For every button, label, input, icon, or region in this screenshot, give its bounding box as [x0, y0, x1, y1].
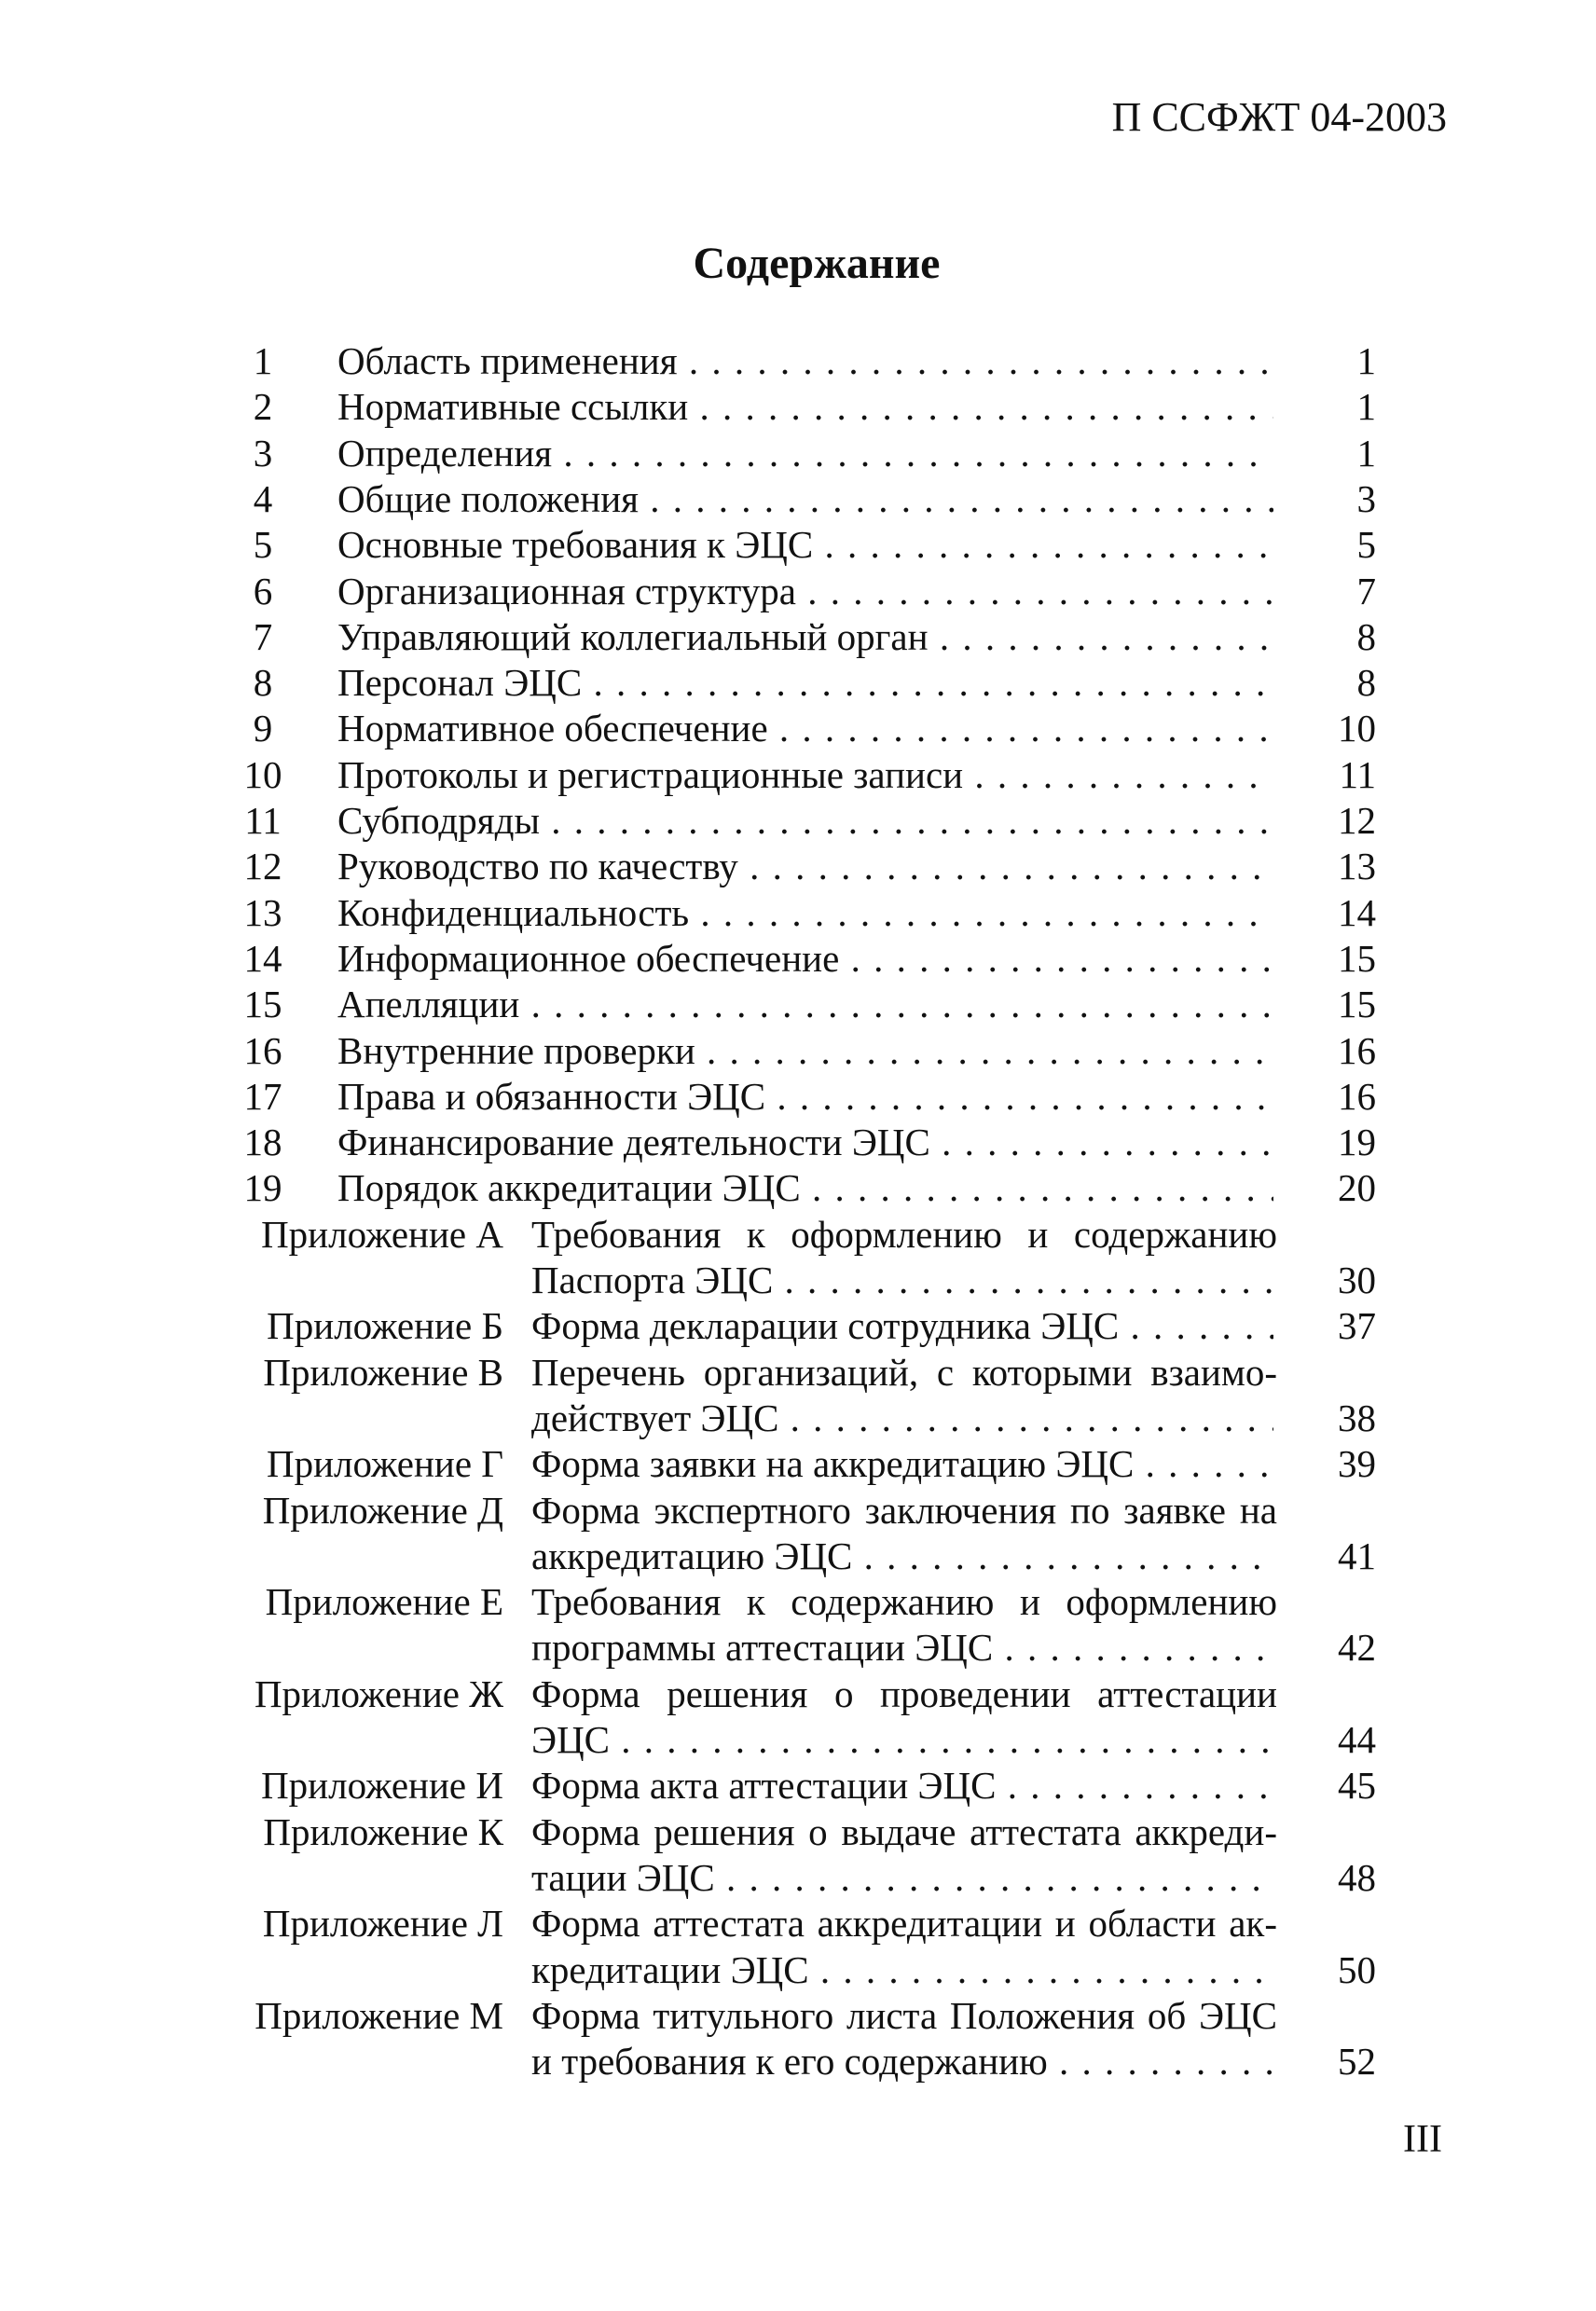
- toc-entry[interactable]: [0, 1028, 1596, 1074]
- toc-appendix-name: Приложение И: [261, 1764, 503, 1808]
- toc-appendix[interactable]: [0, 1671, 1596, 1717]
- toc-entry-number: 1: [253, 339, 273, 382]
- toc-appendix-title-text: Паспорта ЭЦС: [531, 1259, 774, 1301]
- toc-entry-page: 1: [1356, 339, 1376, 382]
- toc-entry[interactable]: [0, 982, 1596, 1027]
- toc-appendix[interactable]: [0, 1350, 1596, 1396]
- toc-entry-label-text: Персонал ЭЦС: [337, 661, 583, 705]
- toc-entry-page: 13: [1338, 845, 1376, 888]
- toc-appendix[interactable]: [0, 1441, 1596, 1487]
- dot-leader: [839, 937, 1273, 980]
- toc-appendix-name: Приложение К: [263, 1809, 503, 1853]
- toc-entry[interactable]: [0, 338, 1596, 384]
- toc-entry[interactable]: [0, 614, 1596, 660]
- toc-appendix-page: 45: [1338, 1764, 1376, 1808]
- toc-appendix[interactable]: [0, 1809, 1596, 1855]
- toc-appendix-title-line1: Форма титульного листа Положения об ЭЦС: [531, 1993, 1277, 2037]
- dot-leader: [678, 339, 1273, 382]
- toc-entry-label: [337, 338, 1273, 384]
- toc-entry[interactable]: [0, 1074, 1596, 1120]
- toc-entry[interactable]: [0, 844, 1596, 889]
- toc-appendix[interactable]: [0, 1763, 1596, 1809]
- toc-appendix-page: 48: [1338, 1855, 1376, 1899]
- toc-appendix-name: Приложение Е: [265, 1580, 503, 1624]
- toc-appendix-page: 44: [1338, 1718, 1376, 1761]
- toc-entry[interactable]: [0, 706, 1596, 751]
- toc-entry[interactable]: [0, 569, 1596, 614]
- toc-appendix-continuation[interactable]: [0, 1258, 1596, 1303]
- toc-entry-label-text: Руководство по качеству: [337, 845, 738, 888]
- toc-appendix-title-line1: Перечень организаций, с которыми взаимо-: [531, 1350, 1277, 1394]
- toc-appendix-page: 39: [1338, 1442, 1376, 1486]
- toc-entry-page: 7: [1356, 569, 1376, 612]
- toc-appendix[interactable]: [0, 1579, 1596, 1625]
- toc-appendix-name: Приложение Л: [262, 1902, 503, 1946]
- toc-entry-label: [337, 522, 1273, 568]
- dot-leader: [996, 1764, 1273, 1807]
- toc-entry-label: [337, 1120, 1273, 1165]
- toc-entry-page: 8: [1356, 661, 1376, 705]
- toc-appendix-continuation[interactable]: [0, 1534, 1596, 1579]
- toc-entry-label-text: Основные требования к ЭЦС: [337, 523, 814, 567]
- toc-entry[interactable]: [0, 660, 1596, 706]
- dot-leader: [552, 432, 1273, 475]
- toc-entry[interactable]: [0, 384, 1596, 430]
- toc-appendix[interactable]: [0, 1901, 1596, 1946]
- toc-entry-page: 8: [1356, 614, 1376, 658]
- toc-entry-label: [337, 706, 1273, 751]
- toc-entry-number: 7: [253, 614, 273, 658]
- toc-entry[interactable]: [0, 1165, 1596, 1211]
- dot-leader: [1134, 1442, 1273, 1485]
- toc-entry-number: 19: [243, 1166, 282, 1210]
- toc-entry-number: 3: [253, 431, 273, 475]
- dot-leader: [688, 385, 1273, 428]
- toc-entry-page: 1: [1356, 431, 1376, 475]
- toc-appendix-continuation[interactable]: [0, 1625, 1596, 1671]
- toc-entry-page: 12: [1338, 799, 1376, 842]
- toc-entry[interactable]: [0, 890, 1596, 936]
- toc-appendix[interactable]: [0, 1303, 1596, 1349]
- toc-entry-number: 6: [253, 569, 273, 612]
- toc-appendix-title-line1: Форма экспертного заключения по заявке на: [531, 1488, 1277, 1532]
- toc-appendix-title-text: аккредитацию ЭЦС: [531, 1534, 853, 1577]
- toc-entry-number: 14: [243, 936, 282, 980]
- toc-entry-label: [337, 844, 1273, 889]
- dot-leader: [540, 799, 1273, 842]
- toc-appendix-title-line2: [531, 1441, 1273, 1487]
- toc-entry-number: 17: [243, 1074, 282, 1118]
- toc-appendix-page: 52: [1338, 2040, 1376, 2084]
- toc-entry-page: 16: [1338, 1074, 1376, 1118]
- page-number: III: [1403, 2118, 1442, 2161]
- toc-appendix-title-line2: [531, 1625, 1273, 1671]
- toc-entry-label: [337, 569, 1273, 614]
- toc-appendix-title-line2: [531, 2039, 1273, 2084]
- toc-entry-label-text: Протоколы и регистрационные записи: [337, 752, 964, 796]
- toc-entry-label: [337, 1028, 1273, 1074]
- toc-entry[interactable]: [0, 798, 1596, 844]
- toc-entry-page: 5: [1356, 523, 1376, 567]
- toc-entry-label: [337, 1165, 1273, 1211]
- toc-entry-label-text: Конфиденциальность: [337, 890, 690, 934]
- toc-entry[interactable]: [0, 752, 1596, 798]
- dot-leader: [768, 707, 1273, 750]
- dot-leader: [765, 1075, 1273, 1118]
- toc-appendix-continuation[interactable]: [0, 1855, 1596, 1901]
- toc-appendix-title-line2: [531, 1717, 1273, 1763]
- toc-entry-label: [337, 798, 1273, 844]
- toc-appendix-title-line2: [531, 1855, 1273, 1901]
- dot-leader: [801, 1166, 1273, 1209]
- toc-entry-page: 15: [1338, 983, 1376, 1026]
- document-code: П ССФЖТ 04-2003: [1111, 94, 1447, 140]
- dot-leader: [929, 615, 1273, 658]
- dot-leader: [993, 1626, 1273, 1669]
- toc-appendix-title-text: Форма декларации сотрудника ЭЦС: [531, 1304, 1120, 1348]
- toc-appendix-continuation[interactable]: [0, 1947, 1596, 1993]
- toc-appendix-page: 50: [1338, 1947, 1376, 1991]
- toc-appendix[interactable]: [0, 1212, 1596, 1258]
- dot-leader: [809, 1948, 1273, 1991]
- toc-entry-number: 12: [243, 845, 282, 888]
- toc-appendix-name: Приложение М: [255, 1993, 503, 2037]
- toc-appendix-title-text: Форма заявки на аккредитацию ЭЦС: [531, 1442, 1135, 1486]
- toc-entry-label: [337, 660, 1273, 706]
- toc-entry-label-text: Порядок аккредитации ЭЦС: [337, 1166, 801, 1210]
- toc-entry[interactable]: [0, 1120, 1596, 1165]
- toc-appendix-title-line1: Форма решения о проведении аттестации: [531, 1671, 1277, 1715]
- toc-appendix-title-text: тации ЭЦС: [531, 1855, 715, 1899]
- toc-entry-number: 4: [253, 476, 273, 520]
- dot-leader: [519, 983, 1273, 1025]
- dot-leader: [582, 661, 1273, 704]
- dot-leader: [639, 477, 1273, 520]
- toc-entry-label-text: Финансирование деятельности ЭЦС: [337, 1121, 930, 1164]
- toc-appendix-page: 42: [1338, 1626, 1376, 1670]
- toc-appendix-name: Приложение В: [263, 1350, 503, 1394]
- toc-entry-page: 11: [1339, 752, 1376, 796]
- dot-leader: [689, 891, 1273, 934]
- toc-entry-label-text: Определения: [337, 431, 553, 475]
- toc-entry[interactable]: [0, 431, 1596, 476]
- toc-appendix-title-line1: Форма решения о выдаче аттестата аккреди-: [531, 1809, 1277, 1853]
- toc-entry-page: 1: [1356, 385, 1376, 429]
- toc-entry-label: [337, 431, 1273, 476]
- toc-entry[interactable]: [0, 936, 1596, 982]
- toc-entry-label-text: Нормативные ссылки: [337, 385, 689, 429]
- toc-entry-label-text: Внутренние проверки: [337, 1028, 695, 1072]
- toc-appendix-page: 37: [1338, 1304, 1376, 1348]
- dot-leader: [930, 1121, 1273, 1163]
- toc-appendix-continuation[interactable]: [0, 1717, 1596, 1763]
- toc-appendix-title-text: и требования к его содержанию: [531, 2040, 1048, 2084]
- toc-entry-page: 14: [1338, 890, 1376, 934]
- toc-entry-number: 18: [243, 1121, 282, 1164]
- toc-appendix-title-line2: [531, 1396, 1273, 1441]
- dot-leader: [715, 1856, 1273, 1899]
- toc-appendix-title-text: ЭЦС: [531, 1718, 611, 1761]
- toc-appendix-page: 41: [1338, 1534, 1376, 1577]
- toc-entry-label: [337, 614, 1273, 660]
- toc-entry-label-text: Управляющий коллегиальный орган: [337, 614, 929, 658]
- toc-entry-label: [337, 936, 1273, 982]
- toc-entry-page: 10: [1338, 707, 1376, 750]
- toc-entry-number: 15: [243, 983, 282, 1026]
- toc-appendix-name: Приложение Ж: [254, 1671, 503, 1715]
- toc-entry[interactable]: [0, 522, 1596, 568]
- toc-entry-label-text: Информационное обеспечение: [337, 936, 840, 980]
- toc-entry-number: 5: [253, 523, 273, 567]
- toc-appendix-name: Приложение Г: [266, 1442, 503, 1486]
- toc-appendix-title-line2: [531, 1258, 1273, 1303]
- toc-entry-label: [337, 476, 1273, 522]
- page-title: Содержание: [693, 239, 941, 288]
- toc-entry-label-text: Субподряды: [337, 799, 541, 842]
- toc-appendix-title-text: программы аттестации ЭЦС: [531, 1626, 994, 1670]
- toc-appendix[interactable]: [0, 1488, 1596, 1534]
- toc-appendix-name: Приложение Б: [267, 1304, 503, 1348]
- toc-appendix-title-line2: [531, 1534, 1273, 1579]
- toc-entry-label: [337, 982, 1273, 1027]
- toc-appendix-title-line1: Требования к содержанию и оформлению: [531, 1580, 1277, 1624]
- toc-appendix-title-text: Форма акта аттестации ЭЦС: [531, 1764, 997, 1808]
- dot-leader: [695, 1029, 1273, 1072]
- toc-entry-label-text: Область применения: [337, 339, 678, 382]
- toc-entry-label: [337, 752, 1273, 798]
- toc-appendix-title-line1: Требования к оформлению и содержанию: [531, 1212, 1277, 1256]
- dot-leader: [610, 1718, 1273, 1761]
- dot-leader: [963, 753, 1273, 796]
- dot-leader: [852, 1534, 1273, 1577]
- dot-leader: [738, 845, 1273, 887]
- toc-appendix-title-line2: [531, 1763, 1273, 1809]
- toc-entry-page: 15: [1338, 936, 1376, 980]
- dot-leader: [796, 570, 1273, 612]
- toc-entry-number: 2: [253, 385, 273, 429]
- dot-leader: [778, 1396, 1273, 1439]
- toc-entry-number: 16: [243, 1028, 282, 1072]
- toc-entry-number: 10: [243, 752, 282, 796]
- toc-appendix-page: 38: [1338, 1396, 1376, 1439]
- toc-appendix-name: Приложение А: [261, 1212, 503, 1256]
- toc-entry-label-text: Права и обязанности ЭЦС: [337, 1074, 766, 1118]
- toc-appendix-title-line2: [531, 1947, 1273, 1993]
- toc-entry-number: 13: [243, 890, 282, 934]
- toc-entry-page: 19: [1338, 1121, 1376, 1164]
- toc-entry[interactable]: [0, 476, 1596, 522]
- toc-entry-page: 16: [1338, 1028, 1376, 1072]
- toc-appendix-title-text: действует ЭЦС: [531, 1396, 779, 1439]
- toc-appendix-title-line2: [531, 1303, 1273, 1349]
- toc-appendix-title-line1: Форма аттестата аккредитации и области ак-: [531, 1902, 1277, 1946]
- dot-leader: [1119, 1304, 1273, 1347]
- toc-entry-label: [337, 890, 1273, 936]
- toc-entry-number: 11: [244, 799, 282, 842]
- dot-leader: [813, 523, 1273, 566]
- toc-appendix-continuation[interactable]: [0, 2039, 1596, 2084]
- toc-entry-number: 8: [253, 661, 273, 705]
- toc-entry-label: [337, 1074, 1273, 1120]
- dot-leader: [1048, 2040, 1273, 2083]
- toc-entry-label-text: Апелляции: [337, 983, 520, 1026]
- toc-entry-number: 9: [253, 707, 273, 750]
- toc-appendix-name: Приложение Д: [262, 1488, 503, 1532]
- toc-appendix-continuation[interactable]: [0, 1396, 1596, 1441]
- toc-entry-label-text: Общие положения: [337, 476, 639, 520]
- toc-entry-label-text: Нормативное обеспечение: [337, 707, 768, 750]
- toc-entry-label: [337, 384, 1273, 430]
- toc-entry-label-text: Организационная структура: [337, 569, 796, 612]
- toc-entry-page: 3: [1356, 476, 1376, 520]
- toc-appendix-title-text: кредитации ЭЦС: [531, 1947, 809, 1991]
- toc-appendix[interactable]: [0, 1993, 1596, 2039]
- toc-appendix-page: 30: [1338, 1259, 1376, 1301]
- toc-entry-page: 20: [1338, 1166, 1376, 1210]
- dot-leader: [773, 1259, 1273, 1301]
